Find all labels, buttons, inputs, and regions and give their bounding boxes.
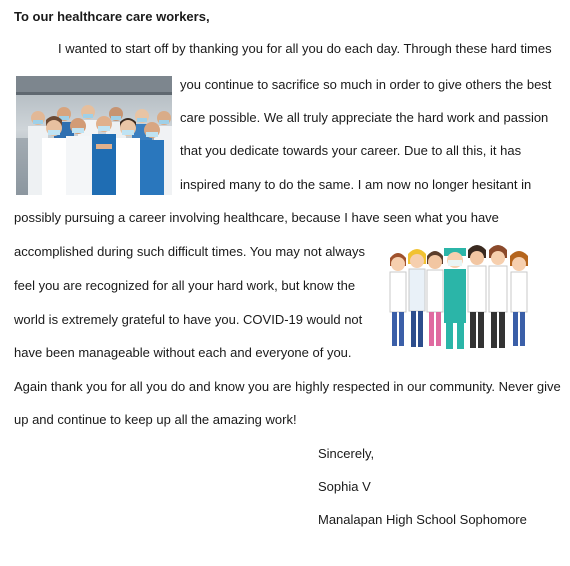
- letter-line: feel you are recognized for all your hard work, but know the: [14, 278, 356, 293]
- signature-name: Sophia V: [318, 479, 371, 494]
- letter-line: world is extremely grateful to have you. COVID-19 would not: [14, 312, 363, 327]
- letter-line: possibly pursuing a career involving healthcare, because I have seen what you have: [14, 210, 499, 225]
- letter-line: up and continue to keep up all the amazing work!: [14, 412, 297, 427]
- letter-line: Again thank you for all you do and know you are highly respected in our community. Never give: [14, 379, 561, 394]
- cartoon-medical-staff-illustration: [386, 240, 532, 356]
- letter-line: care possible. We all truly appreciate the hard work and passion: [180, 110, 549, 125]
- signature-title: Manalapan High School Sophomore: [318, 512, 527, 527]
- letter-line: that you dedicate towards your career. Due to all this, it has: [180, 143, 522, 158]
- letter-line: I wanted to start off by thanking you for all you do each day. Through these hard times: [58, 41, 552, 56]
- letter-closing: Sincerely,: [318, 446, 375, 461]
- letter-line: inspired many to do the same. I am now no longer hesitant in: [180, 177, 532, 192]
- letter-greeting: To our healthcare care workers,: [14, 9, 210, 24]
- letter-line: you continue to sacrifice so much in order to give others the best: [180, 77, 552, 92]
- letter-line: have been manageable without each and everyone of you.: [14, 345, 352, 360]
- healthcare-team-photo: [16, 76, 172, 195]
- letter-line: accomplished during such difficult times. You may not always: [14, 244, 365, 259]
